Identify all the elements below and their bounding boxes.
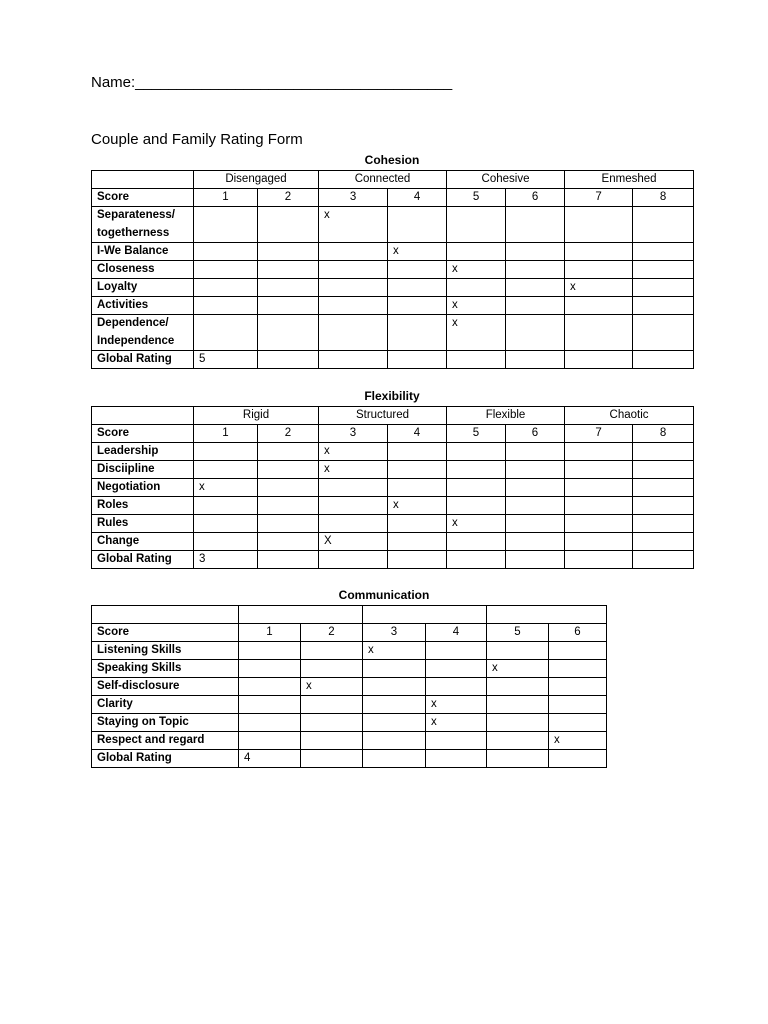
row-label: I-We Balance xyxy=(92,243,194,261)
cohesion-table xyxy=(91,170,694,369)
rating-cell[interactable] xyxy=(258,443,319,461)
rating-cell[interactable]: x xyxy=(565,279,633,297)
rating-cell[interactable] xyxy=(239,696,301,714)
rating-cell[interactable] xyxy=(363,660,426,678)
rating-cell[interactable]: x xyxy=(388,243,447,261)
row-label: Activities xyxy=(92,297,194,315)
rating-cell[interactable] xyxy=(258,261,319,279)
rating-cell[interactable] xyxy=(258,461,319,479)
score-number: 2 xyxy=(258,425,319,443)
score-number: 7 xyxy=(565,425,633,443)
table-row xyxy=(92,443,694,461)
row-label: Roles xyxy=(92,497,194,515)
rating-cell[interactable] xyxy=(487,714,549,732)
score-number: 8 xyxy=(633,425,694,443)
rating-cell[interactable] xyxy=(506,207,565,243)
rating-cell[interactable] xyxy=(388,551,447,569)
rating-cell[interactable] xyxy=(388,207,447,243)
rating-cell[interactable] xyxy=(301,696,363,714)
table-row xyxy=(92,279,694,297)
rating-cell[interactable] xyxy=(487,696,549,714)
rating-cell[interactable]: x xyxy=(319,207,388,243)
cohesion-group-header: Enmeshed xyxy=(565,171,694,189)
rating-cell[interactable] xyxy=(447,243,506,261)
table-row xyxy=(92,660,607,678)
row-label: Separateness/ togetherness xyxy=(92,207,194,243)
rating-cell[interactable] xyxy=(426,642,487,660)
row-label: Negotiation xyxy=(92,479,194,497)
rating-cell[interactable] xyxy=(194,207,258,243)
global-rating-label: Global Rating xyxy=(92,551,194,569)
rating-cell[interactable] xyxy=(258,279,319,297)
rating-cell[interactable] xyxy=(319,351,388,369)
row-label: Speaking Skills xyxy=(92,660,239,678)
rating-cell[interactable] xyxy=(388,315,447,351)
rating-cell[interactable] xyxy=(258,551,319,569)
score-number: 7 xyxy=(565,189,633,207)
rating-cell[interactable]: x xyxy=(319,443,388,461)
cohesion-group-header: Disengaged xyxy=(194,171,319,189)
rating-cell[interactable] xyxy=(447,533,506,551)
rating-cell[interactable] xyxy=(565,315,633,351)
rating-cell[interactable] xyxy=(447,461,506,479)
table-row xyxy=(92,533,694,551)
rating-cell[interactable] xyxy=(487,642,549,660)
rating-cell[interactable] xyxy=(565,551,633,569)
score-number: 6 xyxy=(506,189,565,207)
name-field-line[interactable]: Name:______________________________________ xyxy=(91,74,453,91)
rating-cell[interactable] xyxy=(388,261,447,279)
table-row xyxy=(92,515,694,533)
rating-cell[interactable] xyxy=(319,243,388,261)
rating-cell[interactable] xyxy=(506,533,565,551)
rating-cell[interactable] xyxy=(549,678,607,696)
rating-cell[interactable] xyxy=(363,678,426,696)
rating-cell[interactable] xyxy=(633,207,694,243)
rating-cell[interactable] xyxy=(506,297,565,315)
rating-cell[interactable] xyxy=(319,497,388,515)
rating-cell[interactable] xyxy=(633,261,694,279)
rating-cell[interactable] xyxy=(447,497,506,515)
rating-cell[interactable] xyxy=(194,315,258,351)
rating-cell[interactable] xyxy=(258,497,319,515)
communication-group-header xyxy=(239,606,363,624)
rating-cell[interactable] xyxy=(239,732,301,750)
rating-cell[interactable] xyxy=(319,315,388,351)
score-number: 6 xyxy=(549,624,607,642)
rating-cell[interactable] xyxy=(506,243,565,261)
rating-cell[interactable] xyxy=(258,515,319,533)
rating-cell[interactable] xyxy=(549,714,607,732)
score-number: 4 xyxy=(388,425,447,443)
rating-cell[interactable] xyxy=(301,660,363,678)
global-rating-row xyxy=(92,551,694,569)
row-label: Closeness xyxy=(92,261,194,279)
rating-cell[interactable] xyxy=(319,551,388,569)
score-number: 4 xyxy=(388,189,447,207)
rating-cell[interactable] xyxy=(487,732,549,750)
rating-cell[interactable] xyxy=(426,660,487,678)
rating-cell[interactable] xyxy=(194,461,258,479)
rating-cell[interactable]: x xyxy=(426,714,487,732)
flexibility-group-header: Chaotic xyxy=(565,407,694,425)
rating-cell[interactable] xyxy=(506,443,565,461)
rating-cell[interactable] xyxy=(194,515,258,533)
rating-cell[interactable] xyxy=(319,261,388,279)
communication-group-row xyxy=(92,606,607,624)
rating-cell[interactable] xyxy=(194,497,258,515)
rating-cell[interactable] xyxy=(194,243,258,261)
rating-cell[interactable] xyxy=(565,533,633,551)
row-label: Loyalty xyxy=(92,279,194,297)
rating-cell[interactable] xyxy=(194,533,258,551)
table-row xyxy=(92,732,607,750)
flexibility-group-header: Structured xyxy=(319,407,447,425)
rating-cell[interactable] xyxy=(363,750,426,768)
row-label: Change xyxy=(92,533,194,551)
rating-cell[interactable] xyxy=(565,351,633,369)
rating-cell[interactable]: x xyxy=(447,261,506,279)
rating-cell[interactable] xyxy=(363,696,426,714)
rating-cell[interactable]: x xyxy=(194,479,258,497)
table-row xyxy=(92,479,694,497)
rating-cell[interactable] xyxy=(447,443,506,461)
row-label: Staying on Topic xyxy=(92,714,239,732)
score-number: 5 xyxy=(447,189,506,207)
table-row xyxy=(92,714,607,732)
rating-cell[interactable] xyxy=(194,443,258,461)
table-row xyxy=(92,461,694,479)
rating-cell[interactable] xyxy=(258,351,319,369)
cohesion-group-header: Cohesive xyxy=(447,171,565,189)
rating-cell[interactable] xyxy=(388,279,447,297)
communication-table xyxy=(91,605,607,768)
row-label: Rules xyxy=(92,515,194,533)
rating-cell[interactable] xyxy=(388,351,447,369)
rating-cell[interactable]: x xyxy=(426,696,487,714)
rating-cell[interactable] xyxy=(301,732,363,750)
table-row xyxy=(92,497,694,515)
rating-cell[interactable] xyxy=(506,497,565,515)
rating-cell[interactable] xyxy=(506,461,565,479)
rating-cell[interactable] xyxy=(506,479,565,497)
rating-cell[interactable] xyxy=(258,315,319,351)
table-row xyxy=(92,243,694,261)
cohesion-score-row xyxy=(92,189,694,207)
rating-cell[interactable] xyxy=(565,497,633,515)
rating-cell[interactable] xyxy=(258,479,319,497)
flexibility-group-header: Rigid xyxy=(194,407,319,425)
rating-cell[interactable] xyxy=(319,479,388,497)
rating-cell[interactable] xyxy=(506,261,565,279)
rating-cell[interactable] xyxy=(301,714,363,732)
score-number: 2 xyxy=(301,624,363,642)
rating-cell[interactable] xyxy=(426,750,487,768)
global-rating-label: Global Rating xyxy=(92,750,239,768)
rating-cell[interactable] xyxy=(447,207,506,243)
rating-cell[interactable] xyxy=(506,279,565,297)
table-row xyxy=(92,207,694,243)
rating-cell[interactable] xyxy=(633,297,694,315)
cohesion-group-header: Connected xyxy=(319,171,447,189)
communication-group-header xyxy=(363,606,487,624)
rating-cell[interactable]: x xyxy=(447,515,506,533)
rating-cell[interactable] xyxy=(239,678,301,696)
score-number: 4 xyxy=(426,624,487,642)
rating-cell[interactable]: x xyxy=(447,297,506,315)
row-label: Clarity xyxy=(92,696,239,714)
flexibility-group-header: Flexible xyxy=(447,407,565,425)
rating-cell[interactable] xyxy=(565,443,633,461)
rating-cell[interactable] xyxy=(447,351,506,369)
score-number: 8 xyxy=(633,189,694,207)
rating-cell[interactable] xyxy=(388,479,447,497)
row-label: Leadership xyxy=(92,443,194,461)
communication-score-row xyxy=(92,624,607,642)
rating-cell[interactable] xyxy=(258,243,319,261)
table-row xyxy=(92,642,607,660)
global-rating-value[interactable]: 4 xyxy=(239,750,301,768)
rating-cell[interactable] xyxy=(363,732,426,750)
rating-cell[interactable] xyxy=(565,479,633,497)
score-number: 5 xyxy=(447,425,506,443)
rating-cell[interactable] xyxy=(447,479,506,497)
cohesion-corner-cell xyxy=(92,171,194,189)
score-number: 1 xyxy=(194,425,258,443)
flexibility-group-row xyxy=(92,407,694,425)
rating-cell[interactable] xyxy=(363,714,426,732)
rating-cell[interactable]: x xyxy=(549,732,607,750)
rating-cell[interactable] xyxy=(633,515,694,533)
row-label: Respect and regard xyxy=(92,732,239,750)
rating-cell[interactable] xyxy=(194,297,258,315)
global-rating-value[interactable]: 5 xyxy=(194,351,258,369)
table-row xyxy=(92,678,607,696)
rating-cell[interactable]: x xyxy=(487,660,549,678)
rating-cell[interactable] xyxy=(565,207,633,243)
communication-corner-cell xyxy=(92,606,239,624)
rating-cell[interactable] xyxy=(565,297,633,315)
row-label: Disciipline xyxy=(92,461,194,479)
score-number: 3 xyxy=(319,189,388,207)
rating-cell[interactable] xyxy=(258,207,319,243)
cohesion-title: Cohesion xyxy=(364,153,420,167)
rating-cell[interactable] xyxy=(447,279,506,297)
global-rating-row xyxy=(92,351,694,369)
rating-cell[interactable]: x xyxy=(301,678,363,696)
rating-cell[interactable]: x xyxy=(447,315,506,351)
cohesion-group-row xyxy=(92,171,694,189)
rating-cell[interactable] xyxy=(549,696,607,714)
rating-cell[interactable] xyxy=(388,461,447,479)
rating-cell[interactable] xyxy=(633,443,694,461)
rating-cell[interactable] xyxy=(258,297,319,315)
rating-cell[interactable] xyxy=(388,515,447,533)
form-title: Couple and Family Rating Form xyxy=(91,131,303,148)
rating-cell[interactable] xyxy=(633,279,694,297)
score-label: Score xyxy=(92,189,194,207)
rating-cell[interactable] xyxy=(301,642,363,660)
rating-cell[interactable] xyxy=(565,515,633,533)
score-number: 2 xyxy=(258,189,319,207)
rating-cell[interactable] xyxy=(633,497,694,515)
rating-cell[interactable] xyxy=(565,243,633,261)
rating-cell[interactable] xyxy=(301,750,363,768)
rating-cell[interactable] xyxy=(506,515,565,533)
global-rating-value[interactable]: 3 xyxy=(194,551,258,569)
rating-cell[interactable] xyxy=(633,551,694,569)
score-label: Score xyxy=(92,425,194,443)
table-row xyxy=(92,315,694,351)
flexibility-table xyxy=(91,406,694,569)
table-row xyxy=(92,297,694,315)
communication-group-header xyxy=(487,606,607,624)
global-rating-label: Global Rating xyxy=(92,351,194,369)
rating-cell[interactable] xyxy=(319,515,388,533)
rating-cell[interactable] xyxy=(549,642,607,660)
rating-cell[interactable]: x xyxy=(388,497,447,515)
rating-cell[interactable] xyxy=(565,461,633,479)
rating-cell[interactable]: x xyxy=(319,461,388,479)
rating-cell[interactable] xyxy=(633,479,694,497)
rating-cell[interactable] xyxy=(194,261,258,279)
rating-cell[interactable] xyxy=(239,714,301,732)
row-label: Dependence/ Independence xyxy=(92,315,194,351)
rating-cell[interactable] xyxy=(487,750,549,768)
rating-cell[interactable] xyxy=(426,732,487,750)
rating-cell[interactable]: x xyxy=(363,642,426,660)
rating-cell[interactable] xyxy=(565,261,633,279)
flexibility-corner-cell xyxy=(92,407,194,425)
rating-cell[interactable] xyxy=(506,351,565,369)
global-rating-row xyxy=(92,750,607,768)
rating-cell[interactable] xyxy=(487,678,549,696)
communication-title: Communication xyxy=(338,588,430,602)
rating-cell[interactable] xyxy=(447,551,506,569)
table-row xyxy=(92,696,607,714)
score-number: 1 xyxy=(239,624,301,642)
rating-cell[interactable]: X xyxy=(319,533,388,551)
rating-cell[interactable] xyxy=(633,461,694,479)
score-number: 3 xyxy=(319,425,388,443)
row-label: Self-disclosure xyxy=(92,678,239,696)
rating-cell[interactable] xyxy=(388,443,447,461)
rating-cell[interactable] xyxy=(258,533,319,551)
score-number: 1 xyxy=(194,189,258,207)
rating-cell[interactable] xyxy=(633,533,694,551)
rating-cell[interactable] xyxy=(633,243,694,261)
flexibility-score-row xyxy=(92,425,694,443)
rating-cell[interactable] xyxy=(388,533,447,551)
rating-cell[interactable] xyxy=(549,750,607,768)
rating-cell[interactable] xyxy=(239,642,301,660)
rating-cell[interactable] xyxy=(426,678,487,696)
rating-cell[interactable] xyxy=(239,660,301,678)
score-label: Score xyxy=(92,624,239,642)
rating-cell[interactable] xyxy=(506,551,565,569)
table-row xyxy=(92,261,694,279)
rating-cell[interactable] xyxy=(549,660,607,678)
rating-cell[interactable] xyxy=(633,351,694,369)
rating-cell[interactable] xyxy=(319,297,388,315)
rating-cell[interactable] xyxy=(388,297,447,315)
flexibility-title: Flexibility xyxy=(364,389,420,403)
score-number: 6 xyxy=(506,425,565,443)
score-number: 3 xyxy=(363,624,426,642)
rating-cell[interactable] xyxy=(506,315,565,351)
score-number: 5 xyxy=(487,624,549,642)
row-label: Listening Skills xyxy=(92,642,239,660)
rating-cell[interactable] xyxy=(194,279,258,297)
rating-cell[interactable] xyxy=(319,279,388,297)
rating-cell[interactable] xyxy=(633,315,694,351)
